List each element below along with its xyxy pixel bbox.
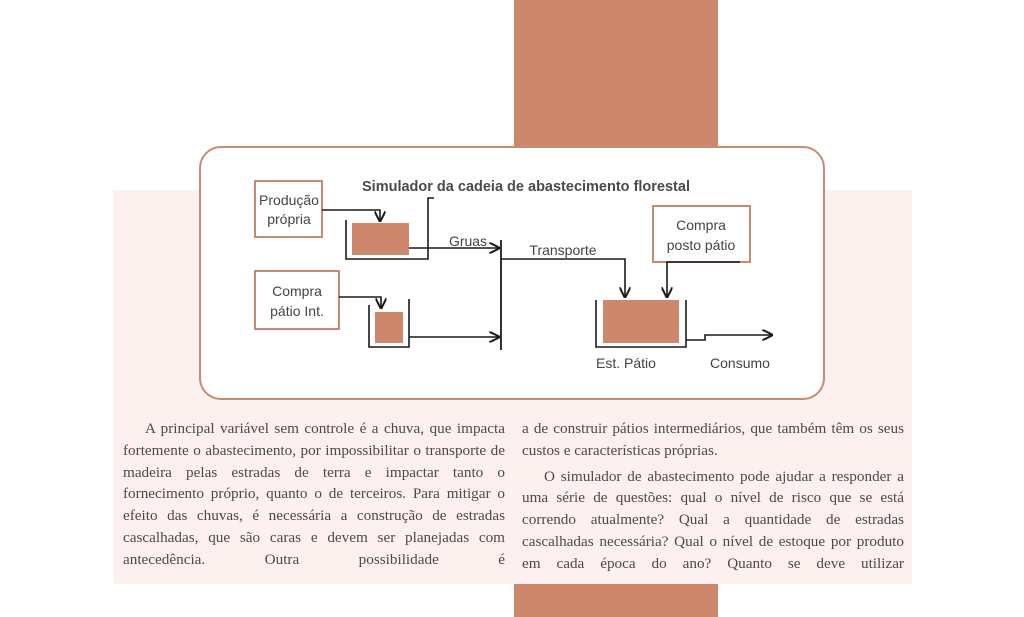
producao-label-line2: própria — [267, 211, 311, 227]
compra-int-label-line2: pátio Int. — [270, 303, 324, 319]
text-column-left — [123, 418, 505, 571]
left-paragraph: A principal variável sem controle é a chuva, que impacta fortemente o abastecimento, por impossibilitar o transporte de madeira pelas estradas de terra e impactar tanto o fornecimento próprio, quanto o de terceiros. Para mitigar o efeito das chuvas, é necessária a construção de estradas cascalhadas, que são caras e devem ser planejadas com antecedência. Outra possibilidade é — [123, 420, 505, 568]
compra-patio-int-box — [255, 271, 339, 329]
producao-tank-level — [352, 223, 409, 255]
right-paragraph-2: O simulador de abastecimento pode ajudar a responder a uma série de questões: qual o nível de risco que se está correndo atualmente? Qual a quantidade de estradas cascalhadas necessária? Qual o nível de estoque por produto em cada época do ano? Quanto se deve utilizar — [522, 467, 904, 572]
gruas-label: Gruas — [448, 233, 488, 249]
compra-posto-patio-box — [653, 206, 750, 262]
compra-int-tank-level — [375, 312, 403, 343]
consumo-label: Consumo — [710, 355, 770, 371]
producao-propria-box — [255, 181, 322, 237]
text-column-right — [522, 418, 904, 575]
transporte-label: Transporte — [529, 242, 597, 258]
diagram-title: Simulador da cadeia de abastecimento florestal — [362, 179, 690, 195]
compra-int-label-line1: Compra — [272, 283, 322, 299]
compra-posto-label-line2: posto pátio — [666, 237, 736, 253]
right-paragraph-1: a de construir pátios intermediários, que também têm os seus custos e características próprias. — [522, 420, 904, 459]
compra-int-arrow — [339, 297, 381, 308]
compra-posto-arrow — [667, 262, 740, 297]
producao-arrow — [322, 210, 380, 221]
transporte-arrow — [501, 259, 625, 297]
producao-label-line1: Produção — [259, 192, 319, 208]
compra-posto-label-line1: Compra — [676, 217, 726, 233]
consumo-arrow — [686, 335, 772, 340]
est-patio-tank-level — [603, 300, 679, 343]
est-patio-label: Est. Pátio — [596, 355, 656, 371]
